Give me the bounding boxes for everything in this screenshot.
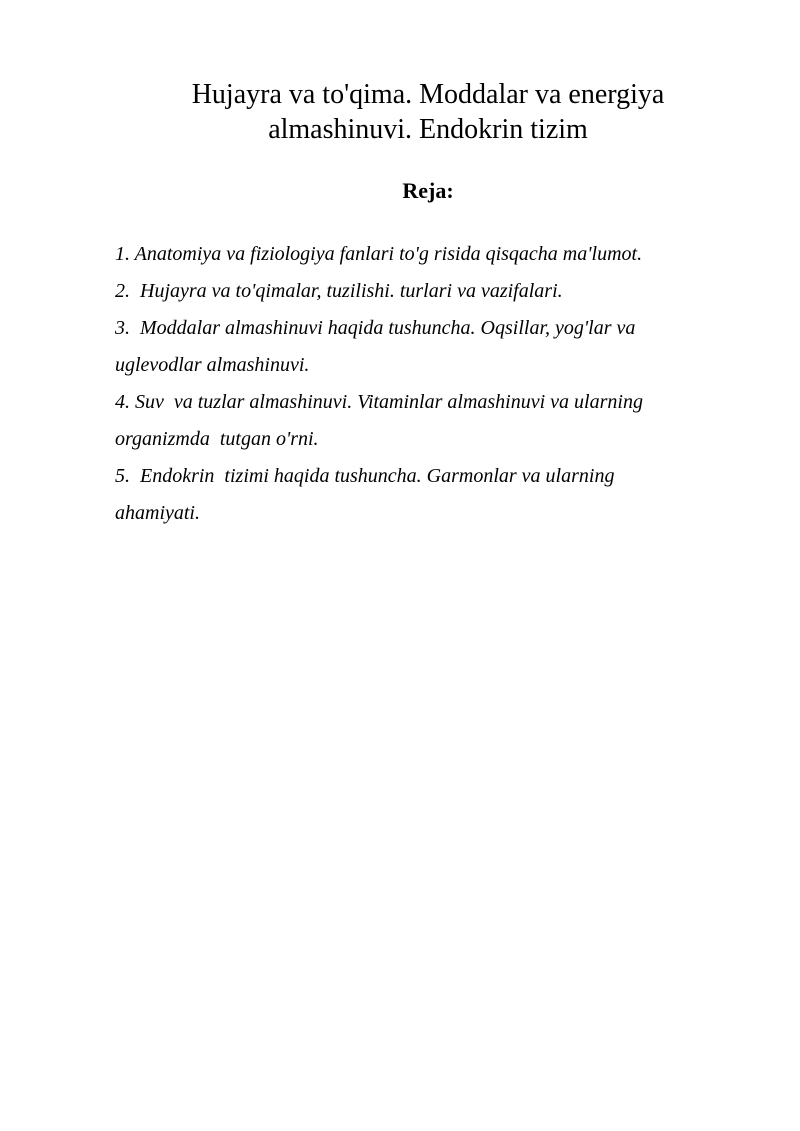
plan-line: 4. Suv va tuzlar almashinuvi. Vitaminlar almashinuvi va ularning <box>115 391 643 413</box>
title-line-1: Hujayra va to'qima. Moddalar va energiya <box>191 79 665 110</box>
plan-heading: Reja: <box>402 178 454 203</box>
plan-list <box>115 236 715 532</box>
plan-line: organizmda tutgan o'rni. <box>115 428 319 450</box>
document-title <box>130 77 726 147</box>
plan-line: 3. Moddalar almashinuvi haqida tushuncha. Oqsillar, yog'lar va <box>115 317 636 339</box>
plan-line: 1. Anatomiya va fiziologiya fanlari to'g risida qisqacha ma'lumot. <box>115 243 643 265</box>
plan-line: 5. Endokrin tizimi haqida tushuncha. Garmonlar va ularning <box>115 465 615 487</box>
title-line-2: almashinuvi. Endokrin tizim <box>268 114 588 145</box>
plan-line: 2. Hujayra va to'qimalar, tuzilishi. turlari va vazifalari. <box>115 280 563 302</box>
plan-line: uglevodlar almashinuvi. <box>115 354 310 376</box>
plan-line: ahamiyati. <box>115 502 200 524</box>
